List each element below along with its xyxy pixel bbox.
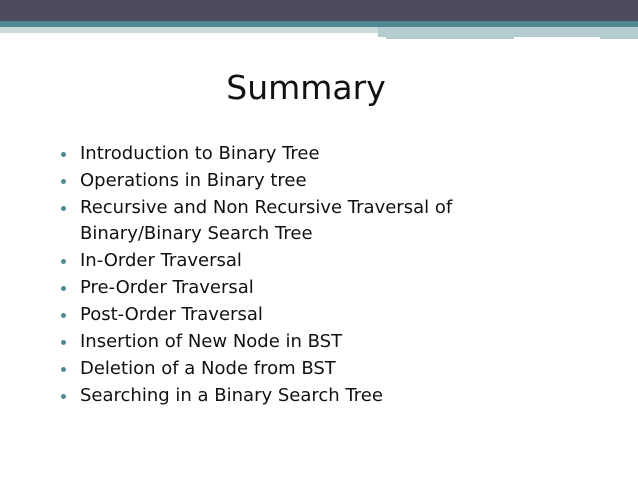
header-accent-line	[386, 37, 514, 39]
list-item-text: Recursive and Non Recursive Traversal of Binary/Binary Search Tree	[80, 197, 453, 244]
bullet-icon	[61, 259, 66, 264]
header-light-band-right	[378, 27, 638, 37]
bullet-icon	[61, 286, 66, 291]
header-dark-band	[0, 0, 638, 21]
bullet-icon	[61, 152, 66, 157]
list-item	[58, 302, 518, 328]
list-item	[58, 329, 518, 355]
list-item-text: Pre-Order Traversal	[80, 277, 254, 298]
list-item-text: In-Order Traversal	[80, 250, 242, 271]
list-item	[58, 141, 518, 167]
bullet-icon	[61, 206, 66, 211]
list-item	[58, 195, 518, 247]
list-item-text: Insertion of New Node in BST	[80, 331, 343, 352]
list-item-text: Post-Order Traversal	[80, 304, 263, 325]
list-item	[58, 356, 518, 382]
bullet-icon	[61, 179, 66, 184]
list-item-text: Searching in a Binary Search Tree	[80, 385, 383, 406]
list-item-text: Introduction to Binary Tree	[80, 143, 320, 164]
list-item	[58, 383, 518, 409]
list-item-text: Operations in Binary tree	[80, 170, 307, 191]
list-item	[58, 248, 518, 274]
bullet-icon	[61, 367, 66, 372]
bullet-list	[58, 141, 518, 410]
list-item	[58, 168, 518, 194]
bullet-icon	[61, 340, 66, 345]
list-item	[58, 275, 518, 301]
header-accent-line-right	[600, 35, 638, 39]
slide-title: Summary	[226, 68, 386, 107]
bullet-icon	[61, 313, 66, 318]
header-light-band	[0, 27, 378, 33]
list-item-text: Deletion of a Node from BST	[80, 358, 336, 379]
bullet-icon	[61, 394, 66, 399]
header-decoration	[0, 0, 638, 42]
